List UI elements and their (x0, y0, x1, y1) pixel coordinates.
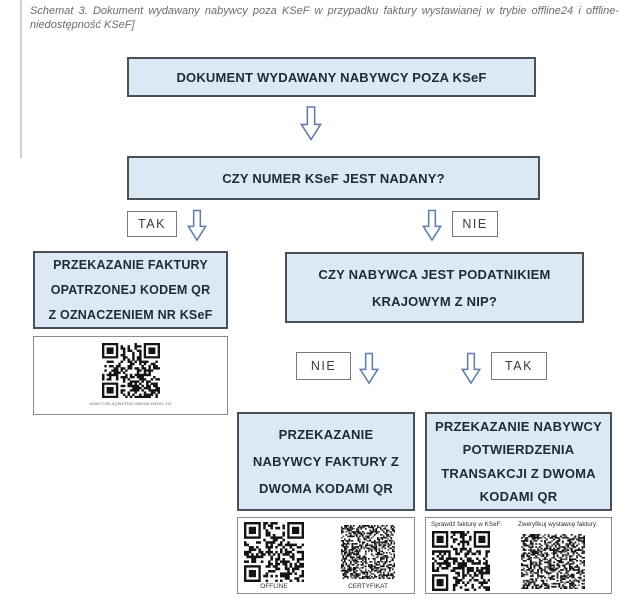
figure-caption-line1: Schemat 3. Dokument wydawany nabywcy poza KSeF w przypadku faktury wystawianej w trybie offline24 i offline- (30, 5, 619, 17)
qr-panel-offline-certyfikat (237, 517, 415, 594)
result-nie-line: DWOMA KODAMI QR (259, 481, 393, 496)
result-tak2-line: POTWIERDZENIA (462, 442, 575, 457)
qr-code-certyfikat (341, 525, 395, 579)
branch-label-nie-2-text: NIE (310, 359, 337, 373)
qr-panel-verify (425, 517, 612, 594)
figure-caption (30, 5, 619, 32)
qr-code-check-invoice (432, 531, 490, 591)
branch-label-tak-1 (127, 211, 177, 237)
result-tak-line: Z OZNACZENIEM NR KSeF (48, 307, 213, 322)
branch-label-tak-2-text: TAK (505, 359, 533, 373)
flow-question2-line: CZY NABYWCA JEST PODATNIKIEM (318, 266, 551, 282)
result-nie-line: NABYWCY FAKTURY Z (252, 454, 400, 469)
qr-label-offline: OFFLINE (260, 583, 288, 590)
arrow-down-icon (461, 349, 481, 388)
arrow-down-icon (422, 207, 442, 244)
qr-caption-verify-issuer: Zweryfikuj wystawcę faktury: (518, 521, 598, 528)
qr-code-ksef-invoice (102, 343, 160, 398)
result-tak-line: PRZEKAZANIE FAKTURY (53, 257, 208, 272)
branch-label-tak-2 (491, 352, 547, 380)
branch-label-nie-2 (296, 352, 351, 380)
qr-code-verify-issuer (521, 534, 585, 589)
left-margin-line (20, 0, 22, 158)
arrow-down-icon (300, 105, 322, 142)
result-tak2-line: KODAMI QR (479, 489, 558, 504)
flow-question1-box (127, 156, 540, 200)
flow-question2-line: KRAJOWYM Z NIP? (371, 293, 498, 309)
qr-label-certyfikat: CERTYFIKAT (348, 583, 388, 590)
result-nie-line: PRZEKAZANIE (278, 427, 374, 442)
qr-caption-check-invoice: Sprawdź fakturę w KSeF: (431, 521, 503, 528)
qr-code-offline (244, 522, 304, 582)
flow-result-tak2-box (425, 412, 612, 511)
qr-panel-ksef-number (33, 336, 228, 415)
arrow-down-icon (359, 349, 379, 388)
branch-label-nie-1-text: NIE (462, 217, 488, 231)
branch-label-tak-1-text: TAK (138, 217, 166, 231)
qr-ksef-number-caption: 6289770B-3QW0TD9-HM9OKXN3ID-YG (89, 401, 172, 406)
result-tak-line: OPATRZONEJ KODEM QR (50, 282, 211, 297)
branch-label-nie-1 (452, 211, 498, 237)
arrow-down-icon (187, 207, 207, 244)
flow-result-tak-box (33, 251, 228, 329)
flow-question2-box (285, 252, 584, 323)
flow-question1-label: CZY NUMER KSeF JEST NADANY? (222, 170, 445, 186)
flow-start-box (127, 57, 536, 97)
result-tak2-line: TRANSAKCJI Z DWOMA (441, 465, 596, 481)
flow-result-nie-box (237, 412, 415, 511)
flow-start-label: DOKUMENT WYDAWANY NABYWCY POZA KSeF (176, 69, 487, 85)
figure-caption-line2: niedostępność KSeF] (30, 18, 135, 31)
result-tak2-line: PRZEKAZANIE NABYWCY (434, 418, 603, 434)
